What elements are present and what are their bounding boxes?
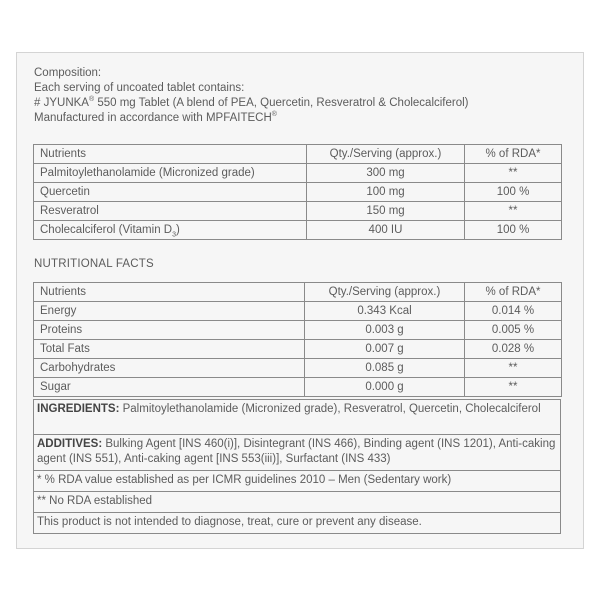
nutrient-qty: 0.343 Kcal <box>305 302 465 321</box>
table-row <box>34 378 562 397</box>
label-text-stack <box>33 399 561 534</box>
product-line <box>34 96 469 111</box>
table-row <box>34 321 562 340</box>
nutrient-rda: ** <box>465 164 562 183</box>
nutrient-qty: 0.007 g <box>305 340 465 359</box>
ingredients-label: INGREDIENTS: <box>37 403 120 415</box>
table-row <box>34 202 562 221</box>
nutrient-rda: 100 % <box>465 183 562 202</box>
no-rda-footnote: ** No RDA established <box>33 492 561 513</box>
rda-footnote: * % RDA value established as per ICMR guidelines 2010 – Men (Sedentary work) <box>33 471 561 492</box>
column-header-rda: % of RDA* <box>465 145 562 164</box>
registered-mark: ® <box>88 96 95 104</box>
nutrient-name: Cholecalciferol (Vitamin $D_3$) <box>34 221 307 240</box>
table-row <box>34 164 562 183</box>
nutrient-rda: ** <box>465 378 562 397</box>
nutritional-facts-table <box>33 282 562 397</box>
nutrient-qty: 0.085 g <box>305 359 465 378</box>
nutrient-rda: 0.005 % <box>465 321 562 340</box>
nutrient-name: Palmitoylethanolamide (Micronized grade) <box>34 164 307 183</box>
nutrient-name: Total Fats <box>34 340 305 359</box>
table-row <box>34 221 562 240</box>
column-header-qty: Qty./Serving (approx.) <box>307 145 465 164</box>
column-header-nutrients: Nutrients <box>34 283 305 302</box>
product-description: 550 mg Tablet (A blend of PEA, Quercetin, Resveratrol & Cholecalciferol) <box>94 97 469 109</box>
table-row <box>34 340 562 359</box>
composition-table <box>33 144 562 240</box>
nutrient-qty: 0.003 g <box>305 321 465 340</box>
nutrient-qty: 400 IU <box>307 221 465 240</box>
table-header-row <box>34 145 562 164</box>
nutrient-qty: 0.000 g <box>305 378 465 397</box>
nutrient-name: Energy <box>34 302 305 321</box>
nutrient-name: Resveratrol <box>34 202 307 221</box>
ingredients-text: Palmitoylethanolamide (Micronized grade), Resveratrol, Quercetin, Cholecalciferol <box>119 403 541 415</box>
nutrient-qty: 300 mg <box>307 164 465 183</box>
table-header-row <box>34 283 562 302</box>
vitamin-subscript: 3 <box>172 231 176 239</box>
table-row <box>34 302 562 321</box>
registered-mark: ® <box>271 111 277 119</box>
composition-block <box>34 66 469 126</box>
nutritional-facts-title: NUTRITIONAL FACTS <box>34 258 154 270</box>
additives-label: ADDITIVES: <box>37 438 103 450</box>
disclaimer: This product is not intended to diagnose, treat, cure or prevent any disease. <box>33 513 561 534</box>
nutrient-name: Quercetin <box>34 183 307 202</box>
nutrient-rda: ** <box>465 359 562 378</box>
nutrient-rda: 100 % <box>465 221 562 240</box>
nutrient-name: Proteins <box>34 321 305 340</box>
table-row <box>34 183 562 202</box>
column-header-rda: % of RDA* <box>465 283 562 302</box>
manufactured-line: Manufactured in accordance with MPFAITECH® <box>34 111 277 124</box>
ingredients-box <box>33 399 561 435</box>
nutrient-rda: 0.028 % <box>465 340 562 359</box>
column-header-nutrients: Nutrients <box>34 145 307 164</box>
nutrient-qty: 100 mg <box>307 183 465 202</box>
additives-box <box>33 435 561 471</box>
nutrient-qty: 150 mg <box>307 202 465 221</box>
composition-heading: Composition: <box>34 67 102 79</box>
nutrient-name: Sugar <box>34 378 305 397</box>
nutrient-name: Carbohydrates <box>34 359 305 378</box>
product-name: # JYUNKA <box>34 97 89 109</box>
table-row <box>34 359 562 378</box>
nutrient-rda: ** <box>465 202 562 221</box>
additives-text: Bulking Agent [INS 460(i)], Disintegrant (INS 466), Binding agent (INS 1201), Anti-caking agent (INS 551), Anti-caking agent [INS 553(iii)], Surfactant (INS 433) <box>37 438 556 465</box>
serving-line: Each serving of uncoated tablet contains: <box>34 82 245 94</box>
column-header-qty: Qty./Serving (approx.) <box>305 283 465 302</box>
nutrient-rda: 0.014 % <box>465 302 562 321</box>
